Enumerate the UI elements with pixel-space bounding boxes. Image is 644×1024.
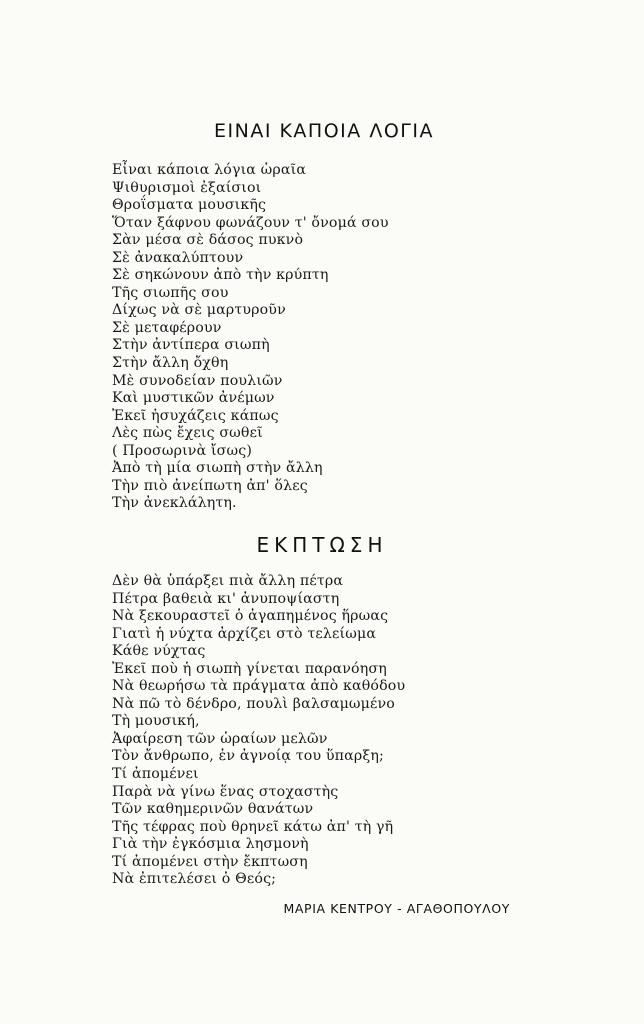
poem-line: Στὴν ἀντίπερα σιωπὴ (112, 337, 270, 354)
poem-line: Ἐκεῖ ἡσυχάζεις κάπως (112, 407, 279, 424)
poem-line: Δὲν θὰ ὑπάρξει πιὰ ἄλλη πέτρα (112, 573, 344, 589)
author-signature: ΜΑΡΙΑ ΚΕΝΤΡΟΥ - ΑΓΑΘΟΠΟΥΛΟΥ (283, 901, 510, 916)
poem-title-1: ΕΙΝΑΙ ΚΑΠΟΙΑ ΛΟΓΙΑ (214, 120, 434, 142)
poem-line: Λὲς πὼς ἔχεις σωθεῖ (112, 425, 263, 442)
poem-line: Σὲ ἀνακαλύπτουν (112, 249, 244, 266)
poem-line: Μὲ συνοδείαν πουλιῶν (112, 372, 283, 389)
poem-line: Ἐκεῖ ποὺ ἡ σιωπὴ γίνεται παρανόηση (112, 660, 387, 677)
poem-line: Νὰ ἐπιτελέσει ὁ Θεός; (112, 871, 277, 888)
poem-line: Δίχως νὰ σὲ μαρτυροῦν (112, 302, 286, 319)
poem-line: Πέτρα βαθειὰ κι' ἀνυποψίαστη (112, 590, 340, 607)
poem-line: Τὴν ἀνεκλάλητη. (112, 495, 237, 512)
poem-line: Εἶναι κάποια λόγια ὡραῖα (112, 162, 307, 178)
poem-line: Τῶν καθημερινῶν θανάτων (112, 801, 314, 818)
poem-line: Νὰ θεωρήσω τὰ πράγματα ἀπὸ καθόδου (112, 678, 406, 695)
poem-line: ( Προσωρινὰ ἴσως) (112, 442, 253, 459)
poem-line: Γιατὶ ἡ νύχτα ἀρχίζει στὸ τελείωμα (112, 625, 377, 642)
poem-1-body (112, 162, 389, 513)
poem-line: Θροΐσματα μουσικῆς (112, 197, 267, 214)
poem-title-2: ΕΚΠΤΩΣΗ (256, 533, 388, 557)
poem-line: Τί ἀπομένει (112, 766, 199, 783)
poem-line: Τί ἀπομένει στὴν ἔκπτωση (112, 853, 308, 870)
poem-line: Νὰ ξεκουραστεῖ ὁ ἀγαπημένος ἥρωας (112, 608, 389, 625)
poem-line: Τὴν πιὸ ἀνείπωτη ἀπ' ὅλες (112, 477, 308, 494)
poem-line: Ψιθυρισμοὶ ἐξαίσιοι (112, 179, 262, 196)
poem-line: Γιὰ τὴν ἐγκόσμια λησμονὴ (112, 836, 309, 853)
poem-line: Παρὰ νὰ γίνω ἕνας στοχαστὴς (112, 783, 339, 800)
poem-line: Ἀφαίρεση τῶν ὡραίων μελῶν (112, 730, 328, 747)
poem-2-body (112, 573, 405, 889)
poem-line: Κάθε νύχτας (112, 643, 206, 660)
poem-line: Καὶ μυστικῶν ἀνέμων (112, 390, 275, 407)
poem-line: Τῆς τέφρας ποὺ θρηνεῖ κάτω ἀπ' τὴ γῆ (112, 818, 394, 835)
poem-line: Σὲ σηκώνουν ἀπὸ τὴν κρύπτη (112, 267, 329, 284)
poem-line: Ὅταν ξάφνου φωνάζουν τ' ὄνομά σου (112, 214, 389, 231)
poem-line: Τὸν ἄνθρωπο, ἐν ἀγνοίᾳ του ὕπαρξη; (112, 748, 384, 765)
poem-line: Νὰ πῶ τὸ δένδρο, πουλὶ βαλσαμωμένο (112, 695, 395, 712)
poem-line: Ἀπὸ τὴ μία σιωπὴ στὴν ἄλλη (112, 460, 323, 477)
poem-line: Τὴ μουσική, (112, 713, 200, 730)
poem-line: Σὲ μεταφέρουν (112, 319, 222, 336)
poem-line: Σὰν μέσα σὲ δάσος πυκνὸ (112, 232, 304, 249)
poem-line: Στὴν ἄλλη ὄχθη (112, 355, 229, 372)
poem-line: Τῆς σιωπῆς σου (112, 284, 229, 301)
